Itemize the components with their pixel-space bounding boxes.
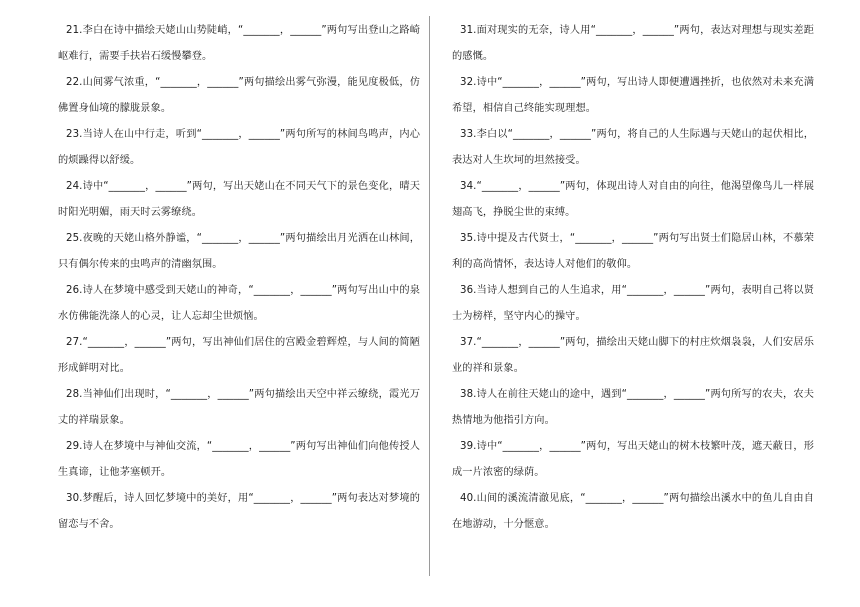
question-35: 35.诗中提及古代贤士，“_______，______”两句写出贤士们隐居山林，不慕荣利的高尚情怀，表达诗人对他们的敬仰。 bbox=[452, 233, 814, 270]
left-column bbox=[58, 18, 420, 538]
question-30: 30.梦醒后，诗人回忆梦境中的美好，用“_______，______”两句表达对梦境的留恋与不舍。 bbox=[58, 493, 420, 530]
question-28: 28.当神仙们出现时，“_______，______”两句描绘出天空中祥云缭绕，霞光万丈的祥瑞景象。 bbox=[58, 389, 420, 426]
question-33: 33.李白以“_______，______”两句，将自己的人生际遇与天姥山的起伏相比，表达对人生坎坷的坦然接受。 bbox=[452, 129, 814, 166]
question-36: 36.当诗人想到自己的人生追求，用“_______，______”两句，表明自己将以贤士为榜样，坚守内心的操守。 bbox=[452, 285, 814, 322]
right-column bbox=[452, 18, 814, 538]
question-27: 27.“_______，______”两句，写出神仙们居住的宫殿金碧辉煌，与人间的简陋形成鲜明对比。 bbox=[58, 337, 420, 374]
question-37: 37.“_______，______”两句，描绘出天姥山脚下的村庄炊烟袅袅，人们安居乐业的祥和景象。 bbox=[452, 337, 814, 374]
question-34: 34.“_______，______”两句，体现出诗人对自由的向往，他渴望像鸟儿一样展翅高飞，挣脱尘世的束缚。 bbox=[452, 181, 814, 218]
question-25: 25.夜晚的天姥山格外静谧，“_______，______”两句描绘出月光洒在山林间，只有偶尔传来的虫鸣声的清幽氛围。 bbox=[58, 233, 420, 270]
question-32: 32.诗中“_______，______”两句，写出诗人即便遭遇挫折，也依然对未来充满希望，相信自己终能实现理想。 bbox=[452, 77, 814, 114]
question-38: 38.诗人在前往天姥山的途中，遇到“_______，______”两句所写的农夫，农夫热情地为他指引方向。 bbox=[452, 389, 814, 426]
question-39: 39.诗中“_______，______”两句，写出天姥山的树木枝繁叶茂，遮天蔽日，形成一片浓密的绿荫。 bbox=[452, 441, 814, 478]
question-29: 29.诗人在梦境中与神仙交流，“_______，______”两句写出神仙们向他传授人生真谛，让他茅塞顿开。 bbox=[58, 441, 420, 478]
question-40: 40.山间的溪流清澈见底，“_______，______”两句描绘出溪水中的鱼儿自由自在地游动，十分惬意。 bbox=[452, 493, 814, 530]
question-22: 22.山间雾气浓重，“_______，______”两句描绘出雾气弥漫，能见度极低，仿佛置身仙境的朦胧景象。 bbox=[58, 77, 420, 114]
question-26: 26.诗人在梦境中感受到天姥山的神奇，“_______，______”两句写出山中的泉水仿佛能洗涤人的心灵，让人忘却尘世烦恼。 bbox=[58, 285, 420, 322]
question-24: 24.诗中“_______，______”两句，写出天姥山在不同天气下的景色变化，晴天时阳光明媚，雨天时云雾缭绕。 bbox=[58, 181, 420, 218]
question-31: 31.面对现实的无奈，诗人用“_______，______”两句，表达对理想与现实差距的感慨。 bbox=[452, 25, 814, 62]
question-21: 21.李白在诗中描绘天姥山山势陡峭，“_______，______”两句写出登山之路崎岖难行，需要手扶岩石缓慢攀登。 bbox=[58, 25, 420, 62]
column-divider bbox=[429, 16, 430, 576]
question-23: 23.当诗人在山中行走，听到“_______，______”两句所写的林间鸟鸣声，内心的烦躁得以舒缓。 bbox=[58, 129, 420, 166]
